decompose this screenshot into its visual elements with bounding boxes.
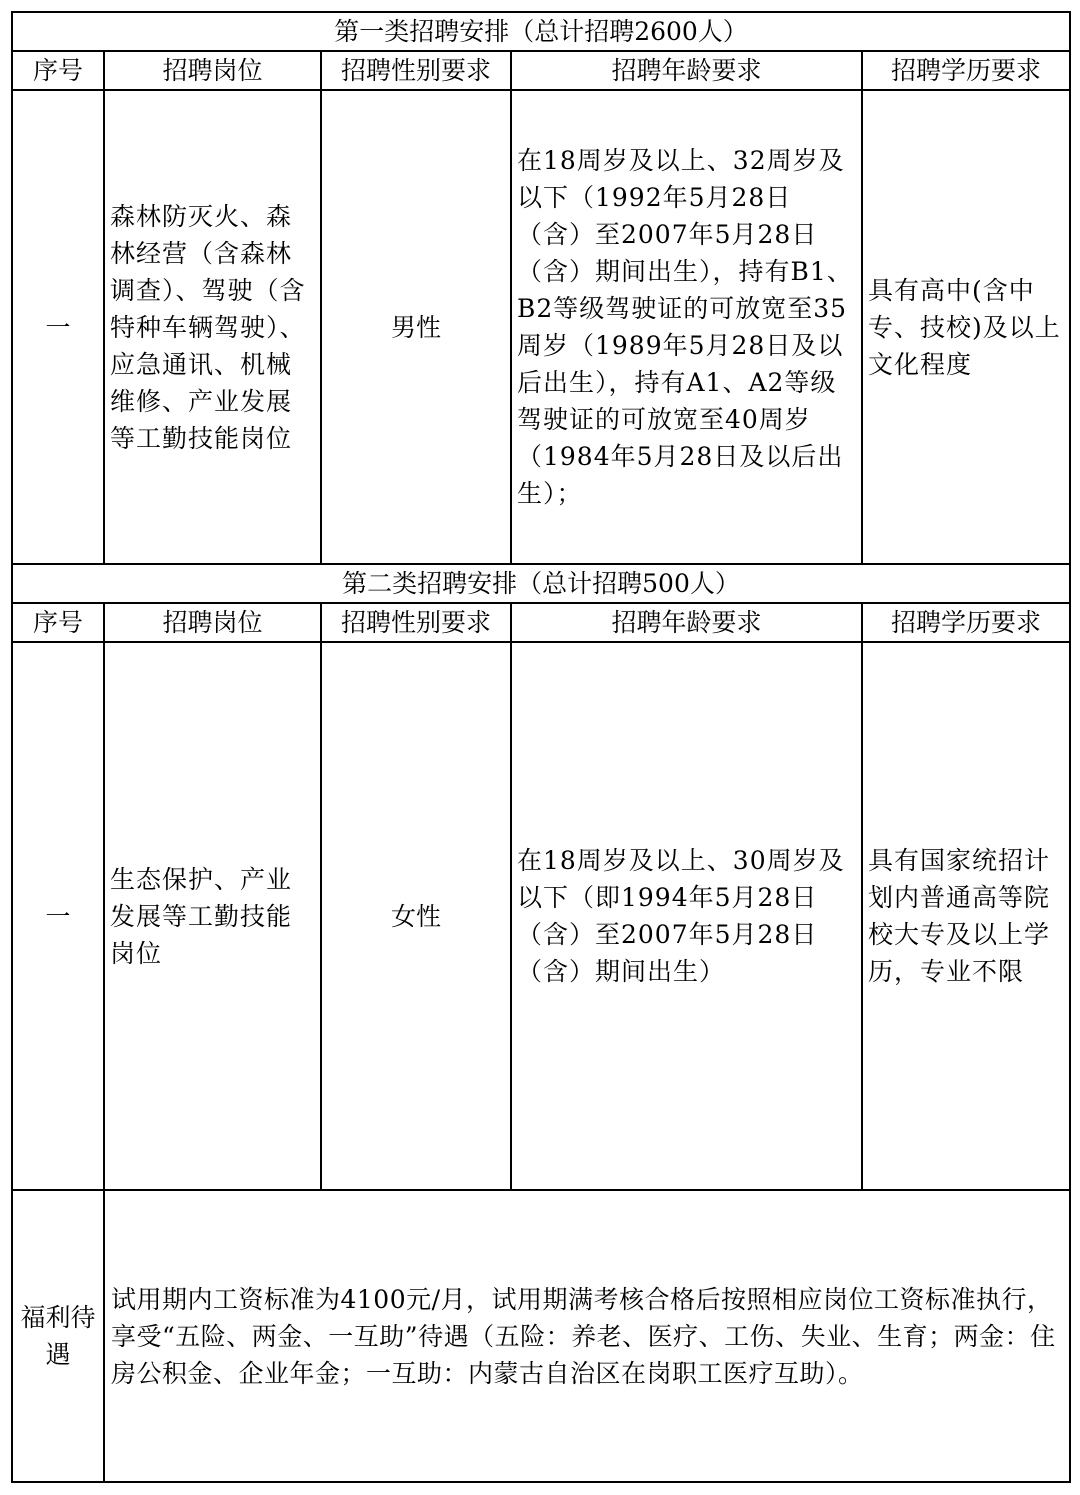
- row-gender: 男性: [321, 90, 511, 564]
- header-position: 招聘岗位: [104, 51, 321, 90]
- row-gender: 女性: [321, 642, 511, 1190]
- table-row: [12, 642, 1070, 1190]
- row-position: 生态保护、产业发展等工勤技能岗位: [104, 642, 321, 1190]
- benefits-text: 试用期内工资标准为4100元/月，试用期满考核合格后按照相应岗位工资标准执行，享受“五险、两金、一互助”待遇（五险：养老、医疗、工伤、失业、生育；两金：住房公积金、企业年金；一互助：内蒙古自治区在岗职工医疗互助）。: [104, 1190, 1070, 1482]
- section2-title: 第二类招聘安排（总计招聘500人）: [12, 564, 1070, 603]
- benefits-label: 福利待遇: [12, 1190, 104, 1482]
- table-row: [12, 90, 1070, 564]
- row-education: 具有国家统招计划内普通高等院校大专及以上学历，专业不限: [862, 642, 1070, 1190]
- header-education: 招聘学历要求: [862, 603, 1070, 642]
- recruitment-table: [11, 11, 1071, 1483]
- header-index: 序号: [12, 51, 104, 90]
- header-age: 招聘年龄要求: [511, 51, 862, 90]
- header-age: 招聘年龄要求: [511, 603, 862, 642]
- header-position: 招聘岗位: [104, 603, 321, 642]
- header-index: 序号: [12, 603, 104, 642]
- row-education: 具有高中(含中专、技校)及以上文化程度: [862, 90, 1070, 564]
- section1-title: 第一类招聘安排（总计招聘2600人）: [12, 12, 1070, 51]
- header-education: 招聘学历要求: [862, 51, 1070, 90]
- header-gender: 招聘性别要求: [321, 603, 511, 642]
- row-index: 一: [12, 90, 104, 564]
- header-gender: 招聘性别要求: [321, 51, 511, 90]
- row-index: 一: [12, 642, 104, 1190]
- row-age: 在18周岁及以上、32周岁及以下（1992年5月28日（含）至2007年5月28日（含）期间出生），持有B1、B2等级驾驶证的可放宽至35周岁（1989年5月28日及以后出生），持有A1、A2等级驾驶证的可放宽至40周岁（1984年5月28日及以后出生）；: [511, 90, 862, 564]
- row-age: 在18周岁及以上、30周岁及以下（即1994年5月28日（含）至2007年5月28日（含）期间出生）: [511, 642, 862, 1190]
- benefits-row: [12, 1190, 1070, 1482]
- row-position: 森林防灭火、森林经营（含森林调查）、驾驶（含特种车辆驾驶）、应急通讯、机械维修、产业发展等工勤技能岗位: [104, 90, 321, 564]
